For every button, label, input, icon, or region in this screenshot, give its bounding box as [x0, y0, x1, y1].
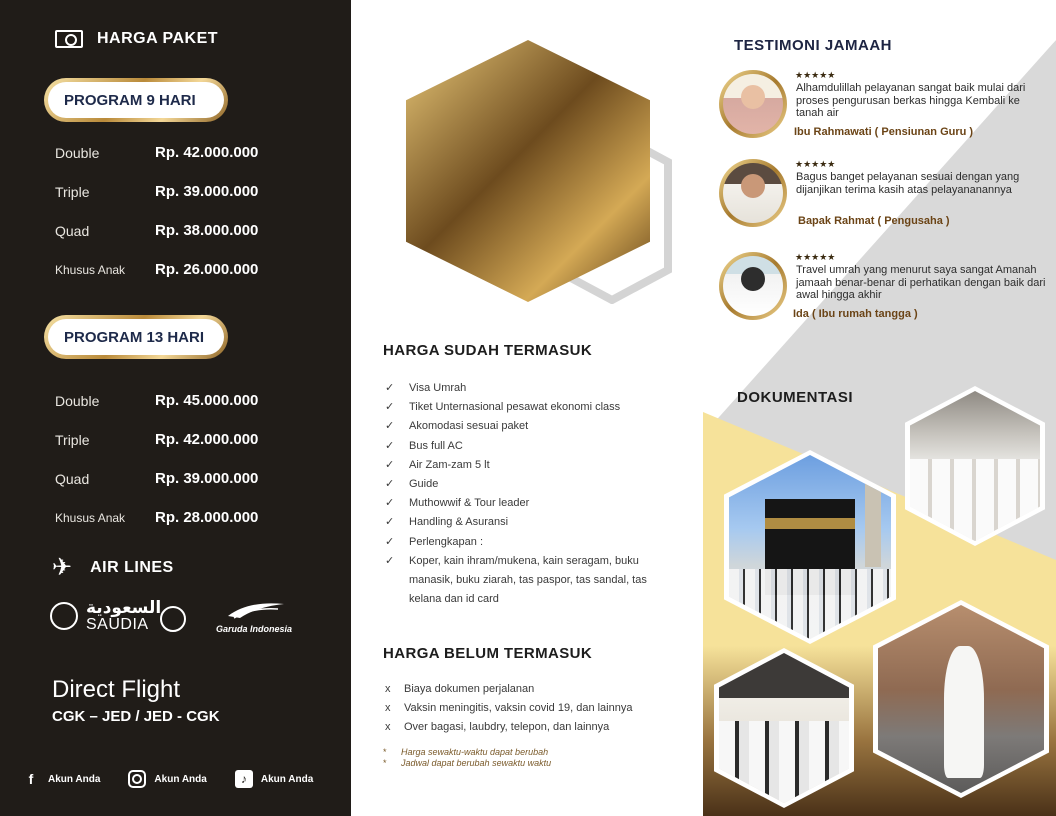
social-tiktok[interactable]	[235, 770, 313, 788]
social-facebook[interactable]	[22, 770, 100, 788]
rating-stars-icon: ★★★★★	[795, 159, 836, 169]
dokumentasi-title: DOKUMENTASI	[737, 389, 854, 406]
list-item: ✓ Air Zam-zam 5 lt	[385, 456, 675, 475]
price-row	[55, 172, 305, 211]
room-price: Rp. 39.000.000	[155, 470, 259, 487]
face	[741, 85, 765, 109]
room-price: Rp. 28.000.000	[155, 509, 259, 526]
footnotes	[383, 747, 551, 769]
check-icon: ✓	[385, 478, 395, 491]
asterisk-icon: *	[383, 747, 387, 757]
program-13-price-table	[55, 381, 305, 537]
rating-stars-icon: ★★★★★	[795, 252, 836, 262]
documentation-photo	[724, 450, 896, 644]
testimonial-text: Travel umrah yang menurut saya sangat Amanah jamaah benar-benar di perhatikan dengan baik dari awal hingga akhir	[796, 264, 1046, 302]
room-price: Rp. 39.000.000	[155, 183, 259, 200]
included-title: HARGA SUDAH TERMASUK	[383, 342, 593, 359]
facebook-icon: f	[28, 771, 34, 787]
hex-frame	[724, 450, 896, 644]
hex-frame	[873, 600, 1049, 798]
x-icon: x	[385, 721, 391, 734]
price-row	[55, 459, 305, 498]
avatar	[719, 70, 787, 138]
price-row	[55, 211, 305, 250]
check-icon: ✓	[385, 382, 395, 394]
social-instagram[interactable]	[128, 770, 206, 788]
list-item: ✓ Handling & Asuransi	[385, 513, 675, 532]
kaaba-band	[765, 518, 856, 529]
program-9-badge	[44, 78, 228, 122]
list-item: ✓ Akomodasi sesuai paket	[385, 417, 675, 436]
avatar-photo	[723, 256, 783, 316]
list-item: ✓ Visa Umrah	[385, 379, 675, 398]
not-included-list	[385, 680, 675, 738]
check-icon: ✓	[385, 554, 395, 567]
saudia-mark-icon	[160, 606, 186, 632]
room-type: Quad	[55, 470, 90, 487]
garuda-text: Garuda Indonesia	[216, 624, 293, 634]
room-type: Double	[55, 392, 100, 409]
saudia-english-text: SAUDIA	[86, 616, 149, 633]
documentation-photo	[905, 386, 1045, 546]
testimonial-author: Bapak Rahmat ( Pengusaha )	[798, 215, 950, 227]
testimonial-card	[719, 159, 1049, 231]
social-label: Akun Anda	[260, 773, 314, 785]
program-13-label: PROGRAM 13 HARI	[48, 319, 224, 355]
x-icon: x	[385, 702, 391, 715]
footnote: * Jadwal dapat berubah sewaktu waktu	[383, 758, 552, 768]
tiktok-icon: ♪	[235, 770, 253, 788]
harga-paket-header	[55, 30, 218, 48]
list-item: ✓ Perlengkapan :	[385, 533, 675, 552]
room-type: Triple	[55, 183, 90, 200]
face	[741, 174, 765, 198]
testimonial-author: Ibu Rahmawati ( Pensiunan Guru )	[794, 126, 974, 138]
room-price: Rp. 26.000.000	[155, 261, 259, 278]
airlines-title: AIR LINES	[90, 559, 174, 576]
check-icon: ✓	[385, 420, 395, 433]
room-price: Rp. 42.000.000	[155, 144, 259, 161]
documentation-photo	[873, 600, 1049, 798]
list-item: ✓ Bus full AC	[385, 437, 675, 456]
avatar-photo	[723, 163, 783, 223]
hex-frame	[905, 386, 1045, 546]
mosque-gate-photo	[719, 653, 849, 803]
saudia-logo	[50, 598, 190, 638]
x-icon: x	[385, 683, 391, 695]
room-price: Rp. 38.000.000	[155, 222, 259, 239]
check-icon: ✓	[385, 497, 395, 510]
garuda-logo	[216, 598, 316, 638]
documentation-photo	[714, 648, 854, 808]
room-type: Triple	[55, 431, 90, 448]
check-icon: ✓	[385, 535, 395, 548]
list-item: ✓ Guide	[385, 475, 675, 494]
testimonial-text: Alhamdulillah pelayanan sangat baik mulai dari proses pengurusan berkas hingga Kembali ke tanah air	[796, 82, 1026, 120]
avatar	[719, 252, 787, 320]
list-item: x Vaksin meningitis, vaksin covid 19, dan lainnya	[385, 699, 675, 718]
testimonial-card	[719, 252, 1049, 324]
included-list	[385, 379, 675, 609]
price-row	[55, 420, 305, 459]
testimonial-author: Ida ( Ibu rumah tangga )	[793, 308, 918, 320]
airplane-icon: ✈	[52, 554, 73, 581]
direct-flight-title: Direct Flight	[52, 676, 181, 703]
pilgrims-photo	[910, 391, 1040, 541]
list-item: ✓ Koper, kain ihram/mukena, kain seragam, buku manasik, buku ziarah, tas paspor, tas sandal, tas kelana dan id card	[385, 552, 675, 610]
check-icon: ✓	[385, 439, 395, 452]
price-row	[55, 250, 305, 289]
airlines-header	[52, 556, 174, 580]
list-item: x Biaya dokumen perjalanan	[385, 680, 675, 699]
asterisk-icon: *	[383, 758, 387, 768]
money-icon	[55, 30, 83, 48]
check-icon: ✓	[385, 516, 395, 529]
saudia-emblem-icon	[50, 602, 78, 630]
avatar-photo	[723, 74, 783, 134]
instagram-icon	[128, 770, 146, 788]
hex-gold-frame	[406, 40, 650, 302]
program-9-label: PROGRAM 9 HARI	[48, 82, 224, 118]
room-type: Khusus Anak	[55, 262, 126, 277]
check-icon: ✓	[385, 458, 395, 471]
social-links	[22, 770, 313, 788]
clock-tower	[865, 466, 881, 567]
program-13-badge	[44, 315, 228, 359]
flight-route: CGK – JED / JED - CGK	[52, 708, 220, 725]
pilgrim-pigeons-photo	[878, 605, 1044, 793]
list-item: ✓ Tiket Unternasional pesawat ekonomi class	[385, 398, 675, 417]
list-item: x Over bagasi, laubdry, telepon, dan lainnya	[385, 718, 675, 737]
face	[741, 267, 765, 291]
room-price: Rp. 42.000.000	[155, 431, 259, 448]
avatar	[719, 159, 787, 227]
kaaba-hero-image	[406, 40, 650, 302]
testimonial-text: Bagus banget pelayanan sesuai dengan yang dijanjikan terima kasih atas pelayananannya	[796, 171, 1020, 196]
social-label: Akun Anda	[48, 773, 101, 785]
room-price: Rp. 45.000.000	[155, 392, 259, 409]
price-row	[55, 381, 305, 420]
price-row	[55, 498, 305, 537]
price-row	[55, 133, 305, 172]
saudia-arabic-text: السعودية	[86, 598, 162, 617]
pilgrims-crowd	[729, 569, 891, 639]
testimonial-card	[719, 70, 1049, 142]
kaaba-photo	[729, 455, 891, 639]
testimoni-title: TESTIMONI JAMAAH	[734, 37, 892, 54]
room-type: Quad	[55, 222, 90, 239]
social-label: Akun Anda	[154, 773, 207, 785]
list-item: ✓ Muthowwif & Tour leader	[385, 494, 675, 513]
garuda-bird-icon	[226, 600, 286, 620]
footnote: * Harga sewaktu-waktu dapat berubah	[383, 747, 549, 757]
not-included-title: HARGA BELUM TERMASUK	[383, 645, 593, 662]
room-type: Khusus Anak	[55, 510, 126, 525]
room-type: Double	[55, 144, 100, 161]
pricing-panel	[0, 0, 351, 816]
harga-paket-title: HARGA PAKET	[97, 30, 219, 47]
rating-stars-icon: ★★★★★	[795, 70, 836, 80]
check-icon: ✓	[385, 401, 395, 414]
program-9-price-table	[55, 133, 305, 289]
hex-frame	[714, 648, 854, 808]
